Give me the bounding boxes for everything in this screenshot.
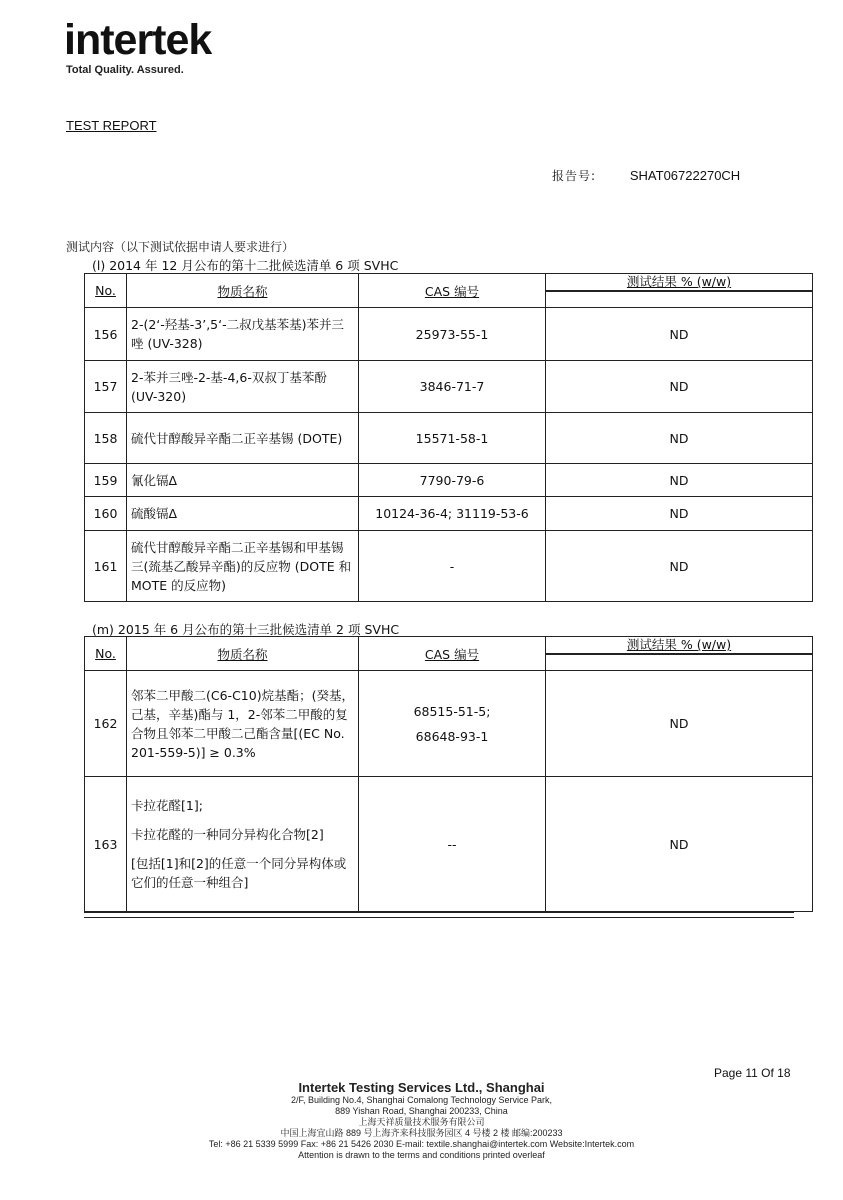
- row-substance-3: [包括[1]和[2]的任意一个同分异构体或它们的任意一种组合]: [131, 856, 347, 890]
- end-of-table-rule: [84, 912, 794, 918]
- footer-address-2: 889 Yishan Road, Shanghai 200233, China: [335, 1106, 508, 1116]
- row-no: 159: [85, 464, 127, 497]
- row-no: 162: [85, 671, 127, 777]
- table-row: [85, 777, 813, 912]
- row-substance-1: 卡拉花醛[1];: [131, 798, 203, 813]
- page-footer: [0, 1080, 843, 1161]
- row-cas: 10124-36-4; 31119-53-6: [359, 497, 546, 531]
- section-l-caption: (l) 2014 年 12 月公布的第十二批候选清单 6 项 SVHC: [92, 258, 399, 273]
- footer-attention: Attention is drawn to the terms and conditions printed overleaf: [298, 1150, 545, 1160]
- table-row: [85, 308, 813, 361]
- table-row: [85, 413, 813, 464]
- row-result: ND: [546, 777, 813, 912]
- footer-contact: Tel: +86 21 5339 5999 Fax: +86 21 5426 2030 E-mail: textile.shanghai@intertek.com Website:Intertek.com: [208, 1139, 635, 1149]
- row-cas: 7790-79-6: [359, 464, 546, 497]
- row-cas: 25973-55-1: [359, 308, 546, 361]
- row-substance: 硫酸镉Δ: [127, 497, 359, 531]
- row-no: 160: [85, 497, 127, 531]
- row-cas: 3846-71-7: [359, 361, 546, 413]
- table-header-row: [85, 637, 813, 655]
- row-no: 163: [85, 777, 127, 912]
- row-result: ND: [546, 531, 813, 602]
- report-title: TEST REPORT: [66, 118, 157, 133]
- row-substance: 氰化镉Δ: [127, 464, 359, 497]
- table-row: [85, 671, 813, 777]
- row-substance: 邻苯二甲酸二(C6-C10)烷基酯；(癸基，己基，辛基)酯与 1，2-邻苯二甲酸的复合物且邻苯二甲酸二己酯含量[(EC No. 201-559-5)] ≥ 0.3%: [127, 671, 359, 777]
- row-no: 158: [85, 413, 127, 464]
- footer-address-cn: 中国上海宜山路 889 号上海齐来科技服务园区 4 号楼 2 楼 邮编:200233: [280, 1128, 563, 1138]
- row-no: 156: [85, 308, 127, 361]
- row-substance: 2-苯并三唑-2-基-4,6-双叔丁基苯酚 (UV-320): [127, 361, 359, 413]
- table-header-row: [85, 274, 813, 292]
- footer-company-cn: 上海天祥质量技术服务有限公司: [358, 1117, 485, 1127]
- report-number-label: 报告号:: [552, 169, 597, 183]
- row-substance-2: 卡拉花醛的一种同分异构化合物[2]: [131, 827, 324, 842]
- table-row: [85, 464, 813, 497]
- row-no: 157: [85, 361, 127, 413]
- row-cas: --: [359, 777, 546, 912]
- row-substance: [127, 777, 359, 912]
- row-no: 161: [85, 531, 127, 602]
- row-substance: 硫代甘醇酸异辛酯二正辛基锡 (DOTE): [127, 413, 359, 464]
- report-number: [552, 167, 740, 184]
- row-cas-2: 68648-93-1: [415, 728, 489, 744]
- row-substance: 硫代甘醇酸异辛酯二正辛基锡和甲基锡三(巯基乙酸异辛酯)的反应物 (DOTE 和 MOTE 的反应物): [127, 531, 359, 602]
- row-result: ND: [546, 464, 813, 497]
- row-result: ND: [546, 413, 813, 464]
- logo-wordmark: intertek: [64, 16, 212, 64]
- row-result: ND: [546, 361, 813, 413]
- intertek-logo: [64, 18, 211, 76]
- section-m-caption: (m) 2015 年 6 月公布的第十三批候选清单 2 项 SVHC: [92, 622, 400, 637]
- footer-company: Intertek Testing Services Ltd., Shanghai: [298, 1080, 545, 1095]
- header-cas: CAS 编号: [424, 646, 480, 662]
- report-number-value: SHAT06722270CH: [629, 168, 741, 183]
- row-cas: [359, 671, 546, 777]
- row-cas: -: [359, 531, 546, 602]
- header-result: 测试结果 % (w/w): [546, 637, 812, 654]
- row-cas: 15571-58-1: [359, 413, 546, 464]
- footer-address-1: 2/F, Building No.4, Shanghai Comalong Technology Service Park,: [291, 1095, 552, 1105]
- logo-tagline: Total Quality. Assured.: [66, 64, 184, 76]
- row-result: ND: [546, 497, 813, 531]
- header-substance: 物质名称: [217, 646, 268, 662]
- header-no: No.: [95, 283, 116, 298]
- table-row: [85, 497, 813, 531]
- row-substance: 2-(2‘-羟基-3’,5‘-二叔戊基苯基)苯并三唑 (UV-328): [127, 308, 359, 361]
- table-row: [85, 531, 813, 602]
- header-no: No.: [95, 646, 116, 661]
- svhc-table-l: [84, 273, 813, 602]
- svhc-table-m: [84, 636, 813, 912]
- test-content-intro: 测试内容（以下测试依据申请人要求进行）: [66, 240, 295, 254]
- row-result: ND: [546, 308, 813, 361]
- row-cas-1: 68515-51-5;: [413, 703, 491, 719]
- page-number: Page 11 Of 18: [714, 1066, 791, 1080]
- header-cas: CAS 编号: [424, 283, 480, 299]
- header-result: 测试结果 % (w/w): [546, 274, 812, 291]
- table-row: [85, 361, 813, 413]
- row-result: ND: [546, 671, 813, 777]
- header-substance: 物质名称: [217, 283, 268, 299]
